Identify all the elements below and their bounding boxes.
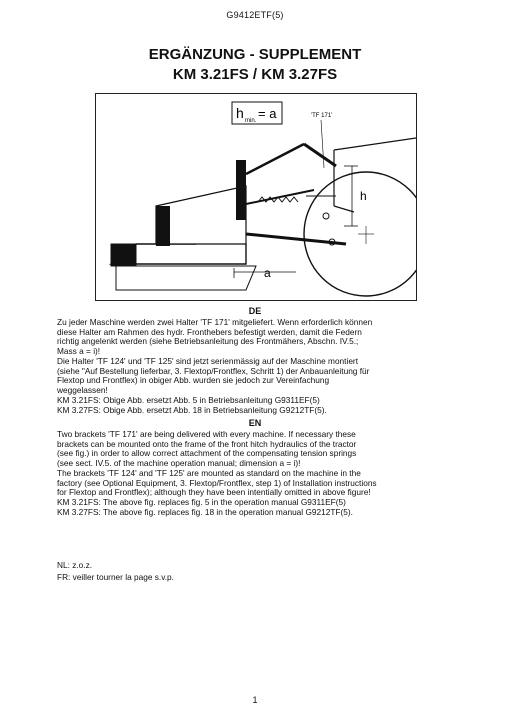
heading-de: DE xyxy=(248,306,262,316)
pin-1 xyxy=(323,213,329,219)
en-paragraph-1: Two brackets 'TF 171' are being delivered with every machine. If necessary these brackets can be mounted onto the frame of the front hitch hydraulics of the tractor (see fig.) in order to allow correct attachment of the compensating tension springs (see sect. IV.5. of the machine operation manual; dimension a = i)! xyxy=(57,429,357,469)
callout-leader xyxy=(321,120,324,168)
formula-rest: = a xyxy=(258,106,277,121)
hitch-arm xyxy=(304,144,336,166)
deck-end xyxy=(111,244,136,266)
label-h: h xyxy=(360,189,367,203)
formula-h: h xyxy=(236,105,244,121)
footer-nl: NL: z.o.z. xyxy=(57,560,93,570)
mower-drawing xyxy=(96,94,416,300)
top-link xyxy=(246,144,304,174)
callout-tf171: 'TF 171' xyxy=(311,113,333,119)
heading-en: EN xyxy=(248,418,262,428)
de-paragraph-3: KM 3.21FS: Obige Abb. ersetzt Abb. 5 in Betriebsanleitung G9311EF(5) KM 3.27FS: Obige Abb. ersetzt Abb. 18 in Betriebsanleitung G9212TF(5). xyxy=(57,395,327,415)
technical-figure xyxy=(95,93,417,301)
en-paragraph-2: The brackets 'TF 124' and 'TF 125' are mounted as standard on the machine in the factory (see Optional Equipment, 3. Flextop/Frontflex, step 1) of Installation instructions for Flextop and Frontflex); although they have been intentially omitted in above figure! xyxy=(57,468,377,498)
de-paragraph-1: Zu jeder Maschine werden zwei Halter 'TF 171' mitgeliefert. Wenn erforderlich können diese Halter am Rahmen des hydr. Fronthebers befestigt werden, damit die Federn richtig angelenkt werden (siehe Betriebsanleitung des Frontmähers, Abschn. IV.5.; Mass a = i)! xyxy=(57,317,373,357)
lift-post xyxy=(236,160,246,220)
page-number: 1 xyxy=(252,695,258,705)
page-subtitle: KM 3.21FS / KM 3.27FS xyxy=(172,66,338,83)
spring-link xyxy=(246,190,314,204)
deck-skid xyxy=(116,266,256,290)
deck-bracket xyxy=(156,206,170,246)
de-paragraph-2: Die Halter 'TF 124' und 'TF 125' sind jetzt serienmässig auf der Maschine montiert (siehe "Auf Bestellung lieferbar, 3. Flextop/Frontflex, Schritt 1) der Anbauanleitung für Flextop und Frontflex) in obiger Abb. wurden sie jedoch zur Vereinfachung weggelassen! xyxy=(57,356,370,396)
en-paragraph-3: KM 3.21FS: The above fig. replaces fig. 5 in the operation manual G9311EF(5) KM 3.27FS: The above fig. replaces fig. 18 in the operation manual G9212TF(5). xyxy=(57,497,353,517)
document-id: G9412ETF(5) xyxy=(226,10,284,20)
page-title: ERGÄNZUNG - SUPPLEMENT xyxy=(148,46,362,63)
footer-fr: FR: veiller tourner la page s.v.p. xyxy=(57,572,174,582)
label-a: a xyxy=(264,266,271,280)
formula-sub: min. xyxy=(245,118,257,124)
